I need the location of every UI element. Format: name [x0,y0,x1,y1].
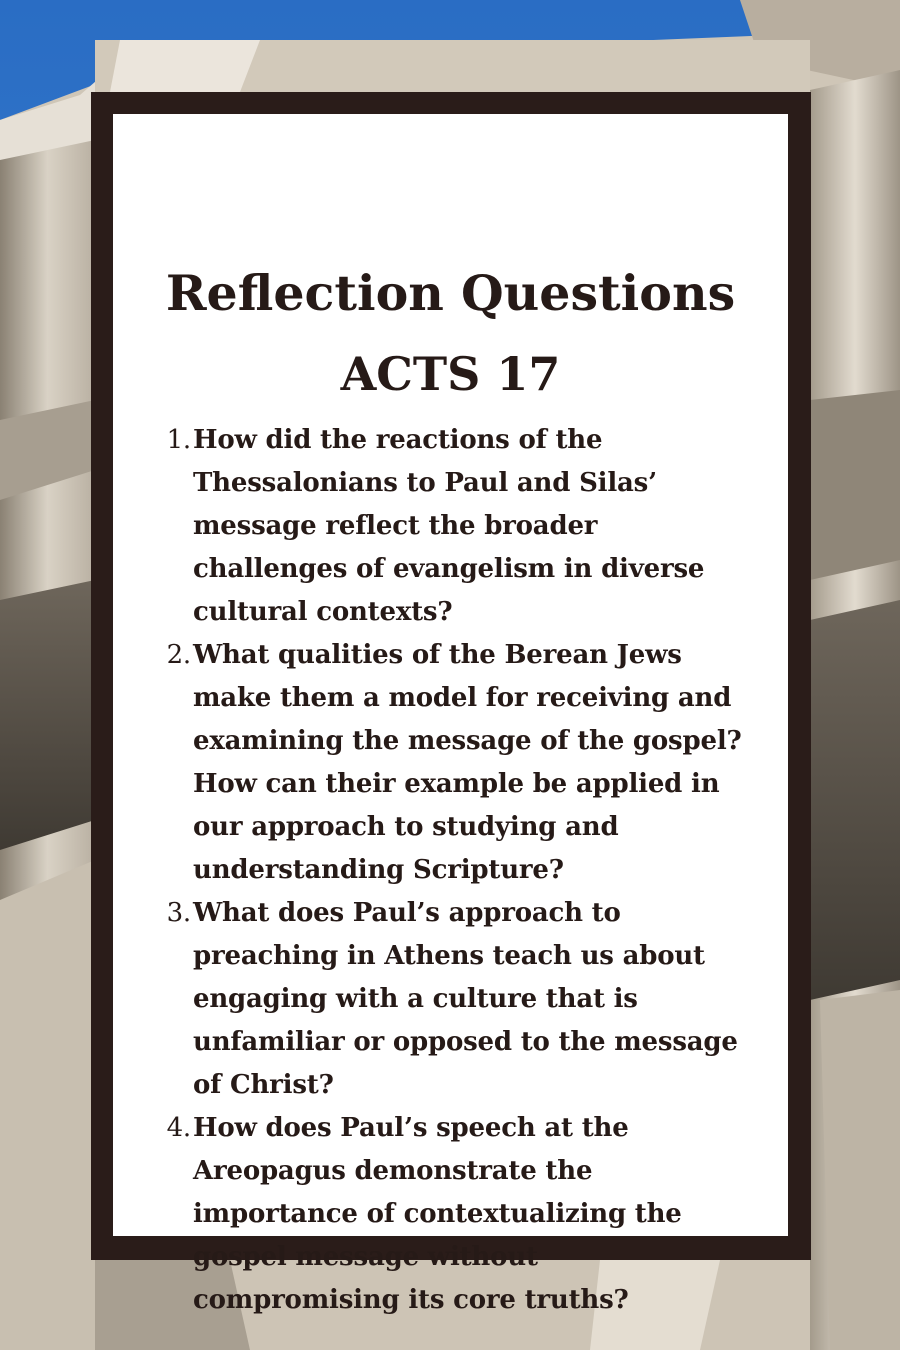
question-number: 1. [166,425,191,455]
question-number: 3. [166,898,191,928]
question-line: make them a model for receiving and [193,683,732,713]
question-line: compromising its core truths? [193,1285,629,1315]
question-line: importance of contextualizing the [193,1199,682,1229]
question-line: What qualities of the Berean Jews [193,640,682,670]
question-line: challenges of evangelism in diverse [193,554,705,584]
question-line: message reflect the broader [193,511,598,541]
question-line: Areopagus demonstrate the [193,1156,593,1186]
question-number: 4. [166,1113,191,1143]
question-line: of Christ? [193,1070,334,1100]
question-line: What does Paul’s approach to [193,898,621,928]
question-line: How does Paul’s speech at the [193,1113,629,1143]
question-line: preaching in Athens teach us about [193,941,705,971]
question-line: examining the message of the gospel? [193,726,742,756]
question-item [113,634,788,892]
question-list [113,419,788,1322]
page-subtitle: ACTS 17 [340,347,561,401]
question-number: 2. [166,640,191,670]
question-line: unfamiliar or opposed to the message [193,1027,738,1057]
page-title: Reflection Questions [165,264,736,322]
question-line: understanding Scripture? [193,855,564,885]
question-line: cultural contexts? [193,597,453,627]
question-line: our approach to studying and [193,812,619,842]
question-line: How did the reactions of the [193,425,603,455]
reflection-card [113,114,788,1315]
question-item [113,419,788,634]
question-line: gospel message without [193,1242,538,1272]
question-line: engaging with a culture that is [193,984,638,1014]
question-line: Thessalonians to Paul and Silas’ [193,468,657,498]
question-item [113,1107,788,1322]
question-item [113,892,788,1107]
question-line: How can their example be applied in [193,769,720,799]
